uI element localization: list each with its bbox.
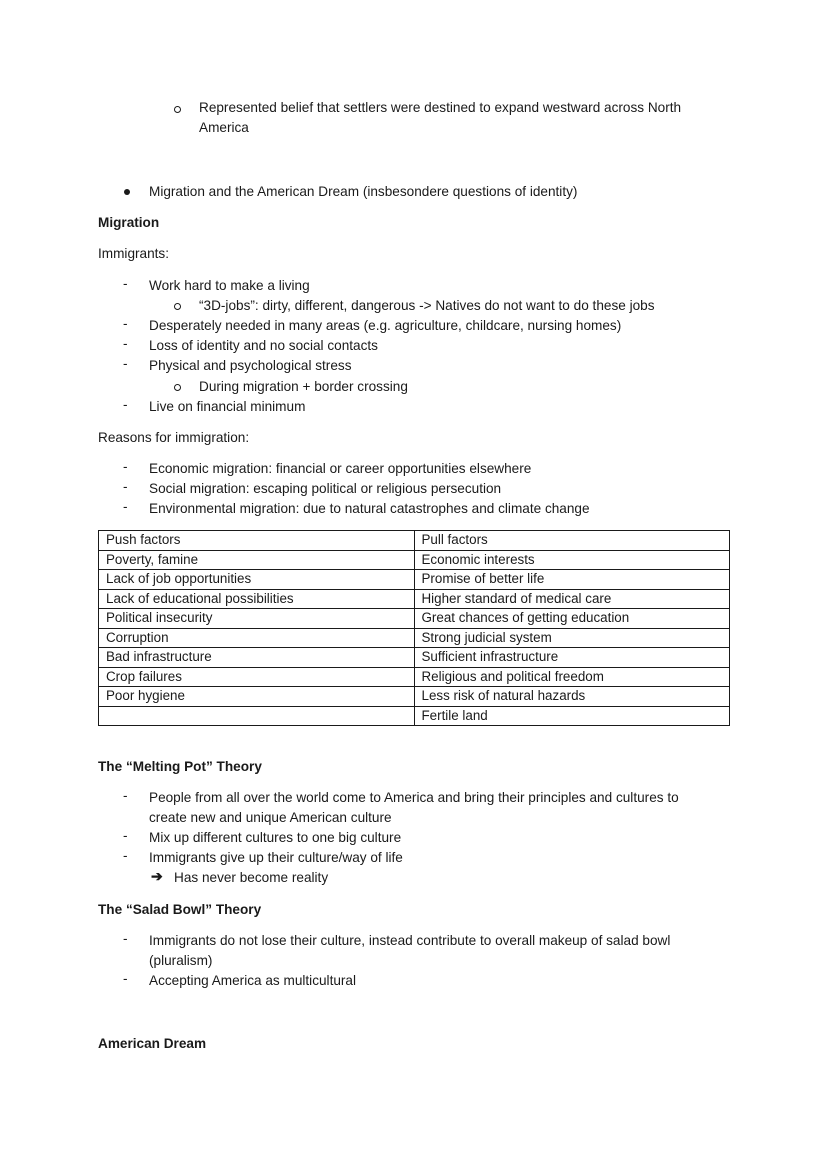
pull-cell: Sufficient infrastructure [414, 648, 730, 668]
melting-item1-line2: create new and unique American culture [149, 810, 392, 825]
intro-sub-line1: Represented belief that settlers were destined to expand westward across North [199, 100, 682, 115]
table-row [99, 589, 730, 609]
arrow-right-icon: ➔ [151, 868, 163, 884]
pull-header: Pull factors [414, 531, 730, 551]
item-3d-jobs: “3D-jobs”: dirty, different, dangerous -> Natives do not want to do these jobs [199, 298, 655, 313]
salad-bowl-heading: The “Salad Bowl” Theory [98, 902, 262, 917]
push-header: Push factors [99, 531, 415, 551]
circle-bullet-icon [174, 303, 181, 310]
salad-item1-line1: Immigrants do not lose their culture, instead contribute to overall makeup of salad bowl [149, 933, 671, 948]
bullet-dot-icon [124, 189, 130, 195]
item-identity: Loss of identity and no social contacts [149, 338, 378, 353]
pull-cell: Strong judicial system [414, 628, 730, 648]
melting-item1-line1: People from all over the world come to America and bring their principles and cultures to [149, 790, 679, 805]
push-cell: Political insecurity [99, 609, 415, 629]
table-row [99, 570, 730, 590]
table-row [99, 706, 730, 726]
dash-icon: - [123, 479, 128, 494]
push-cell: Lack of job opportunities [99, 570, 415, 590]
reason-economic: Economic migration: financial or career opportunities elsewhere [149, 461, 532, 476]
dash-icon: - [123, 316, 128, 331]
push-cell: Poverty, famine [99, 550, 415, 570]
american-dream-heading: American Dream [98, 1036, 207, 1051]
dash-icon: - [123, 931, 128, 946]
item-minimum: Live on financial minimum [149, 399, 306, 414]
dash-icon: - [123, 397, 128, 412]
pull-cell: Great chances of getting education [414, 609, 730, 629]
pull-cell: Promise of better life [414, 570, 730, 590]
pull-cell: Fertile land [414, 706, 730, 726]
table-row [99, 667, 730, 687]
migration-heading: Migration [98, 215, 160, 230]
dash-icon: - [123, 336, 128, 351]
circle-bullet-icon [174, 106, 181, 113]
pull-cell: Economic interests [414, 550, 730, 570]
dash-icon: - [123, 788, 128, 803]
table-row [99, 687, 730, 707]
circle-bullet-icon [174, 384, 181, 391]
item-border: During migration + border crossing [199, 379, 408, 394]
item-stress: Physical and psychological stress [149, 358, 352, 373]
pull-cell: Higher standard of medical care [414, 589, 730, 609]
item-work: Work hard to make a living [149, 278, 310, 293]
reason-social: Social migration: escaping political or religious persecution [149, 481, 502, 496]
push-cell [99, 706, 415, 726]
melting-item3: Immigrants give up their culture/way of life [149, 850, 403, 865]
table-header-row [99, 531, 730, 551]
pull-cell: Less risk of natural hazards [414, 687, 730, 707]
table-row [99, 648, 730, 668]
reason-environmental: Environmental migration: due to natural catastrophes and climate change [149, 501, 590, 516]
push-pull-table [98, 530, 730, 726]
intro-sub-line2: America [199, 120, 249, 135]
dash-icon: - [123, 828, 128, 843]
table-row [99, 628, 730, 648]
table-row [99, 550, 730, 570]
dash-icon: - [123, 499, 128, 514]
reasons-label: Reasons for immigration: [98, 430, 250, 445]
push-cell: Bad infrastructure [99, 648, 415, 668]
immigrants-label: Immigrants: [98, 246, 170, 261]
dash-icon: - [123, 276, 128, 291]
melting-arrow-item: Has never become reality [174, 870, 329, 885]
push-cell: Crop failures [99, 667, 415, 687]
melting-pot-heading: The “Melting Pot” Theory [98, 759, 262, 774]
item-needed: Desperately needed in many areas (e.g. agriculture, childcare, nursing homes) [149, 318, 622, 333]
dash-icon: - [123, 356, 128, 371]
push-cell: Corruption [99, 628, 415, 648]
dash-icon: - [123, 848, 128, 863]
pull-cell: Religious and political freedom [414, 667, 730, 687]
dash-icon: - [123, 459, 128, 474]
table-row [99, 609, 730, 629]
salad-item1-line2: (pluralism) [149, 953, 213, 968]
dash-icon: - [123, 971, 128, 986]
intro-bullet: Migration and the American Dream (insbesondere questions of identity) [149, 184, 578, 199]
push-cell: Lack of educational possibilities [99, 589, 415, 609]
melting-item2: Mix up different cultures to one big culture [149, 830, 402, 845]
salad-item2: Accepting America as multicultural [149, 973, 357, 988]
push-cell: Poor hygiene [99, 687, 415, 707]
